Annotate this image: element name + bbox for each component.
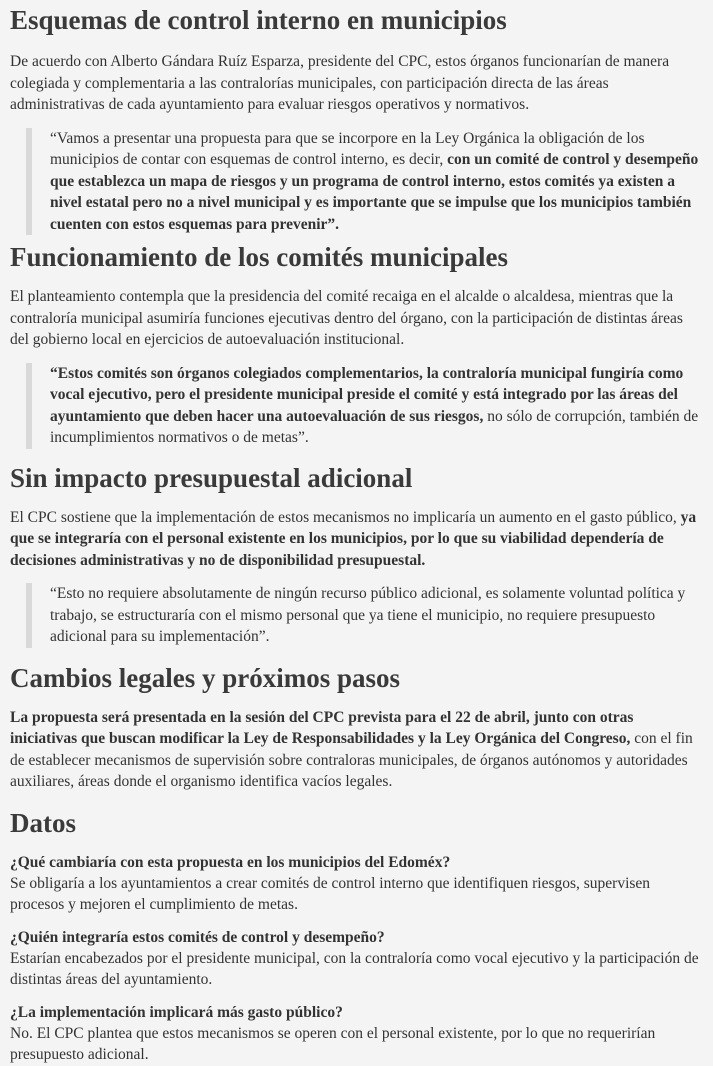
section-heading-control-interno: Esquemas de control interno en municipios [10,5,507,35]
quote-text: “Esto no requiere absolutamente de ningún recurso público adicional, es solamente voluntad política y trabajo, se estructuraría con el mismo personal que ya tiene el municipio, no requiere presupuesto adicional para su implementación”. [50,585,686,645]
faq-question: ¿Quién integraría estos comités de control y desempeño? [10,928,385,946]
section-heading-cambios-legales: Cambios legales y próximos pasos [10,662,401,693]
faq-item [10,1002,704,1066]
section-paragraph: El planteamiento contempla que la presidencia del comité recaiga en el alcalde o alcaldesa, mientras que la contraloría municipal asumiría funciones ejecutivas dentro del órgano, con la participación de distintas áreas del gobierno local en ejercicios de autoevaluación institucional. [10,288,683,348]
article-body [0,4,713,1066]
paragraph-bold: ya que se integraría con el personal existente en los municipios, por lo que su viabilidad dependería de decisiones administrativas y no de disponibilidad presupuestal. [10,508,697,569]
section-heading-funcionamiento: Funcionamiento de los comités municipales [10,242,508,272]
quote-text [50,363,704,449]
quote-text-normal: “Vamos a presentar una propuesta para que se incorpore en la Ley Orgánica la obligación de los municipios de contar con esquemas de control interno, es decir, [50,129,645,168]
quote-text [50,128,704,236]
quote-text-normal: no sólo de corrupción, también de incumplimientos normativos o de metas”. [50,407,699,446]
section-paragraph [10,707,704,793]
quote-text-bold: “Estos comités son órganos colegiados complementarios, la contraloría municipal fungiría como vocal ejecutivo, pero el presidente municipal preside el comité y está integrado por las áreas del ayuntamiento que deben hacer una autoevaluación de sus riesgos, [50,364,684,425]
section-heading-sin-impacto: Sin impacto presupuestal adicional [10,462,413,493]
section-paragraph: De acuerdo con Alberto Gándara Ruíz Esparza, presidente del CPC, estos órganos funcionarían de manera colegiada y complementaria a las contralorías municipales, con participación directa de las áreas administrativas de cada ayuntamiento para evaluar riesgos operativos y normativos. [10,53,670,113]
faq-answer: No. El CPC plantea que estos mecanismos se operen con el personal existente, por lo que no requerirían presupuesto adicional. [10,1024,656,1063]
paragraph-normal: con el fin de establecer mecanismos de supervisión sobre contraloras municipales, de órganos autónomos y autoridades auxiliares, áreas donde el organismo identifica vacíos legales. [10,730,693,790]
paragraph-normal: El CPC sostiene que la implementación de estos mecanismos no implicaría un aumento en el gasto público, [10,508,681,526]
faq-item [10,852,704,916]
faq-item [10,927,704,991]
section-heading-datos: Datos [10,807,76,838]
faq-answer: Se obligaría a los ayuntamientos a crear comités de control interno que identifiquen riesgos, supervisen procesos y mejoren el cumplimiento de metas. [10,874,651,913]
paragraph-bold: La propuesta será presentada en la sesión del CPC prevista para el 22 de abril, junto con otras iniciativas que buscan modificar la Ley de Responsabilidades y la Ley Orgánica del Congreso, [10,708,634,747]
faq-question: ¿La implementación implicará más gasto público? [10,1003,343,1021]
section-paragraph [10,507,704,572]
blockquote [26,363,704,449]
blockquote [26,583,704,648]
faq-answer: Estarían encabezados por el presidente municipal, con la contraloría como vocal ejecutivo y la participación de distintas áreas del ayuntamiento. [10,949,699,988]
faq-question: ¿Qué cambiaría con esta propuesta en los municipios del Edoméx? [10,853,451,871]
quote-text-bold: con un comité de control y desempeño que establezca un mapa de riesgos y un programa de control interno, estos comités ya existen a nivel estatal pero no a nivel municipal y es importante que se impulse que los municipios también cuenten con estos esquemas para prevenir”. [50,151,699,233]
blockquote [26,128,704,236]
